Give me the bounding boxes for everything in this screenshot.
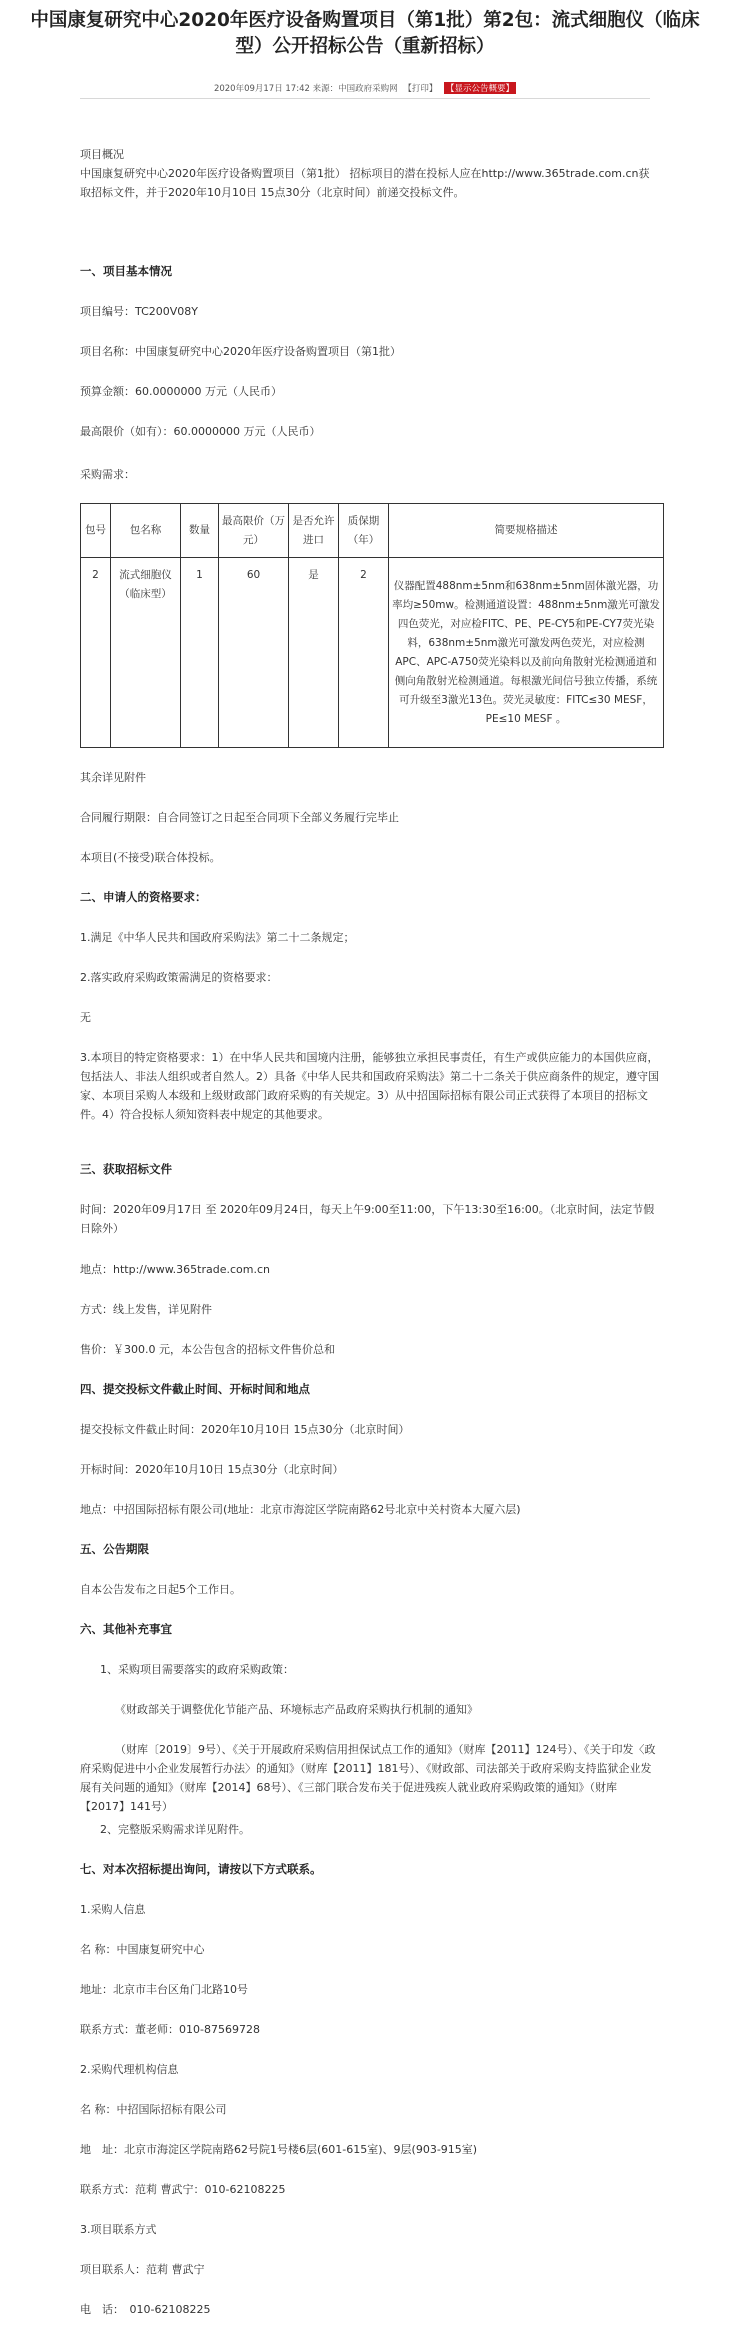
section-4-title: 四、提交投标文件截止时间、开标时间和地点 [80, 1382, 310, 1396]
table-row [81, 558, 664, 748]
buyer-contact: 联系方式：董老师：010-87569728 [80, 2023, 260, 2036]
publish-datetime: 2020年09月17日 17:42 [213, 84, 310, 94]
buyer-info-title: 1.采购人信息 [80, 1903, 146, 1916]
title-line-2: 型）公开招标公告（重新招标） [235, 36, 495, 57]
show-summary-button[interactable]: 【显示公告概要】 [446, 84, 515, 94]
qualification-2-value: 无 [80, 1011, 91, 1024]
agent-address: 地 址：北京市海淀区学院南路62号院1号楼6层(601-615室)、9层(903-915室) [80, 2143, 478, 2156]
requirements-table [80, 503, 664, 748]
project-code: 项目编号：TC200V08Y [80, 305, 198, 318]
obtain-method: 方式：线上发售，详见附件 [80, 1303, 212, 1316]
title-line-1: 中国康复研究中心2020年医疗设备购置项目（第1批）第2包：流式细胞仪（临床 [30, 10, 700, 31]
section-2-title: 二、申请人的资格要求： [80, 890, 207, 904]
cell-package-name: 流式细胞仪（临床型） [111, 558, 181, 748]
full-requirements-note: 2、完整版采购需求详见附件。 [100, 1823, 250, 1836]
header-spec: 简要规格描述 [389, 504, 664, 558]
source-label: 来源：中国政府采购网 [312, 84, 398, 94]
overview-title: 项目概况 [80, 148, 124, 161]
max-price: 最高限价（如有）：60.0000000 万元（人民币） [80, 425, 321, 438]
header-max-price: 最高限价（万元） [219, 504, 289, 558]
header-package-name: 包名称 [111, 504, 181, 558]
print-link[interactable]: 【打印】 [403, 84, 438, 94]
cell-quantity: 1 [181, 558, 219, 748]
project-name: 项目名称：中国康复研究中心2020年医疗设备购置项目（第1批） [80, 345, 401, 358]
agent-contact: 联系方式：范莉 曹武宁：010-62108225 [80, 2183, 286, 2196]
table-header-row [81, 504, 664, 558]
page-title [10, 8, 720, 60]
buyer-address: 地址：北京市丰台区角门北路10号 [80, 1983, 248, 1996]
cell-import-allowed: 是 [289, 558, 339, 748]
overview-text: 中国康复研究中心2020年医疗设备购置项目（第1批） 招标项目的潜在投标人应在http://www.365trade.com.cn获取招标文件，并于2020年10月10日 15点30分（北京时间）前递交投标文件。 [80, 167, 650, 199]
policy-notice-1: 《财政部关于调整优化节能产品、环境标志产品政府采购执行机制的通知》 [115, 1703, 478, 1716]
notice-period: 自本公告发布之日起5个工作日。 [80, 1583, 241, 1596]
meta-bar [0, 82, 730, 94]
agent-info-title: 2.采购代理机构信息 [80, 2063, 179, 2076]
consortium-note: 本项目(不接受)联合体投标。 [80, 851, 221, 864]
qualification-2: 2.落实政府采购政策需满足的资格要求： [80, 971, 278, 984]
section-3-title: 三、获取招标文件 [80, 1162, 172, 1176]
cell-max-price: 60 [219, 558, 289, 748]
agent-name: 名 称：中招国际招标有限公司 [80, 2103, 227, 2116]
section-7-title: 七、对本次招标提出询问，请按以下方式联系。 [80, 1862, 322, 1876]
header-import-allowed: 是否允许进口 [289, 504, 339, 558]
divider [80, 98, 650, 99]
opening-place: 地点：中招国际招标有限公司(地址：北京市海淀区学院南路62号北京中关村资本大厦六层) [80, 1503, 521, 1516]
other-attachment-note: 其余详见附件 [80, 771, 146, 784]
buyer-name: 名 称：中国康复研究中心 [80, 1943, 205, 1956]
header-quantity: 数量 [181, 504, 219, 558]
cell-spec: 仪器配置488nm±5nm和638nm±5nm固体激光器，功率均≥50mw。检测通道设置：488nm±5nm激光可激发四色荧光，对应检FITC、PE、PE-CY5和PE-CY7荧光染料，638nm±5nm激光可激发两色荧光，对应检测APC、APC-A750荧光染料以及前向角散射光检测通道和侧向角散射光检测通道。每根激光间信号独立传播，系统可升级至3激光13色。荧光灵敏度：FITC≤30 MESF，PE≤10 MESF 。 [389, 558, 664, 748]
policy-heading: 1、采购项目需要落实的政府采购政策： [100, 1663, 294, 1676]
obtain-place: 地点：http://www.365trade.com.cn [80, 1263, 271, 1276]
header-warranty: 质保期（年） [339, 504, 389, 558]
header-package-no: 包号 [81, 504, 111, 558]
cell-warranty: 2 [339, 558, 389, 748]
section-6-title: 六、其他补充事宜 [80, 1622, 172, 1636]
project-contact-person: 项目联系人：范莉 曹武宁 [80, 2263, 205, 2276]
obtain-time: 时间：2020年09月17日 至 2020年09月24日，每天上午9:00至11:00，下午13:30至16:00。（北京时间，法定节假日除外） [80, 1203, 655, 1235]
qualification-1: 1.满足《中华人民共和国政府采购法》第二十二条规定； [80, 931, 355, 944]
qualification-3: 3.本项目的特定资格要求：1）在中华人民共和国境内注册，能够独立承担民事责任，有生产或供应能力的本国供应商，包括法人、非法人组织或者自然人。2）具备《中华人民共和国政府采购法》第二十二条关于供应商条件的规定，遵守国家、本项目采购人本级和上级财政部门政府采购的有关规定。3）从中招国际招标有限公司正式获得了本项目的招标文件。4）符合投标人须知资料表中规定的其他要求。 [80, 1051, 659, 1121]
contract-period: 合同履行期限：自合同签订之日起至合同项下全部义务履行完毕止 [80, 811, 399, 824]
policy-notice-list: （财库〔2019〕9号）、《关于开展政府采购信用担保试点工作的通知》（财库【2011】124号）、《关于印发〈政府采购促进中小企业发展暂行办法〉的通知》（财库【2011】181号）、《财政部、司法部关于政府采购支持监狱企业发展有关问题的通知》（财库【2014】68号）、《三部门联合发布关于促进残疾人就业政府采购政策的通知》（财库【2017】141号） [80, 1743, 656, 1813]
project-contact-title: 3.项目联系方式 [80, 2223, 157, 2236]
document-price: 售价：￥300.0 元，本公告包含的招标文件售价总和 [80, 1343, 335, 1356]
section-1-title: 一、项目基本情况 [80, 264, 172, 278]
cell-package-no: 2 [81, 558, 111, 748]
section-5-title: 五、公告期限 [80, 1542, 149, 1556]
budget-amount: 预算金额：60.0000000 万元（人民币） [80, 385, 282, 398]
submission-deadline: 提交投标文件截止时间：2020年10月10日 15点30分（北京时间） [80, 1423, 410, 1436]
requirements-label: 采购需求： [80, 468, 135, 481]
opening-time: 开标时间：2020年10月10日 15点30分（北京时间） [80, 1463, 344, 1476]
project-contact-phone: 电 话： 010-62108225 [80, 2303, 211, 2316]
